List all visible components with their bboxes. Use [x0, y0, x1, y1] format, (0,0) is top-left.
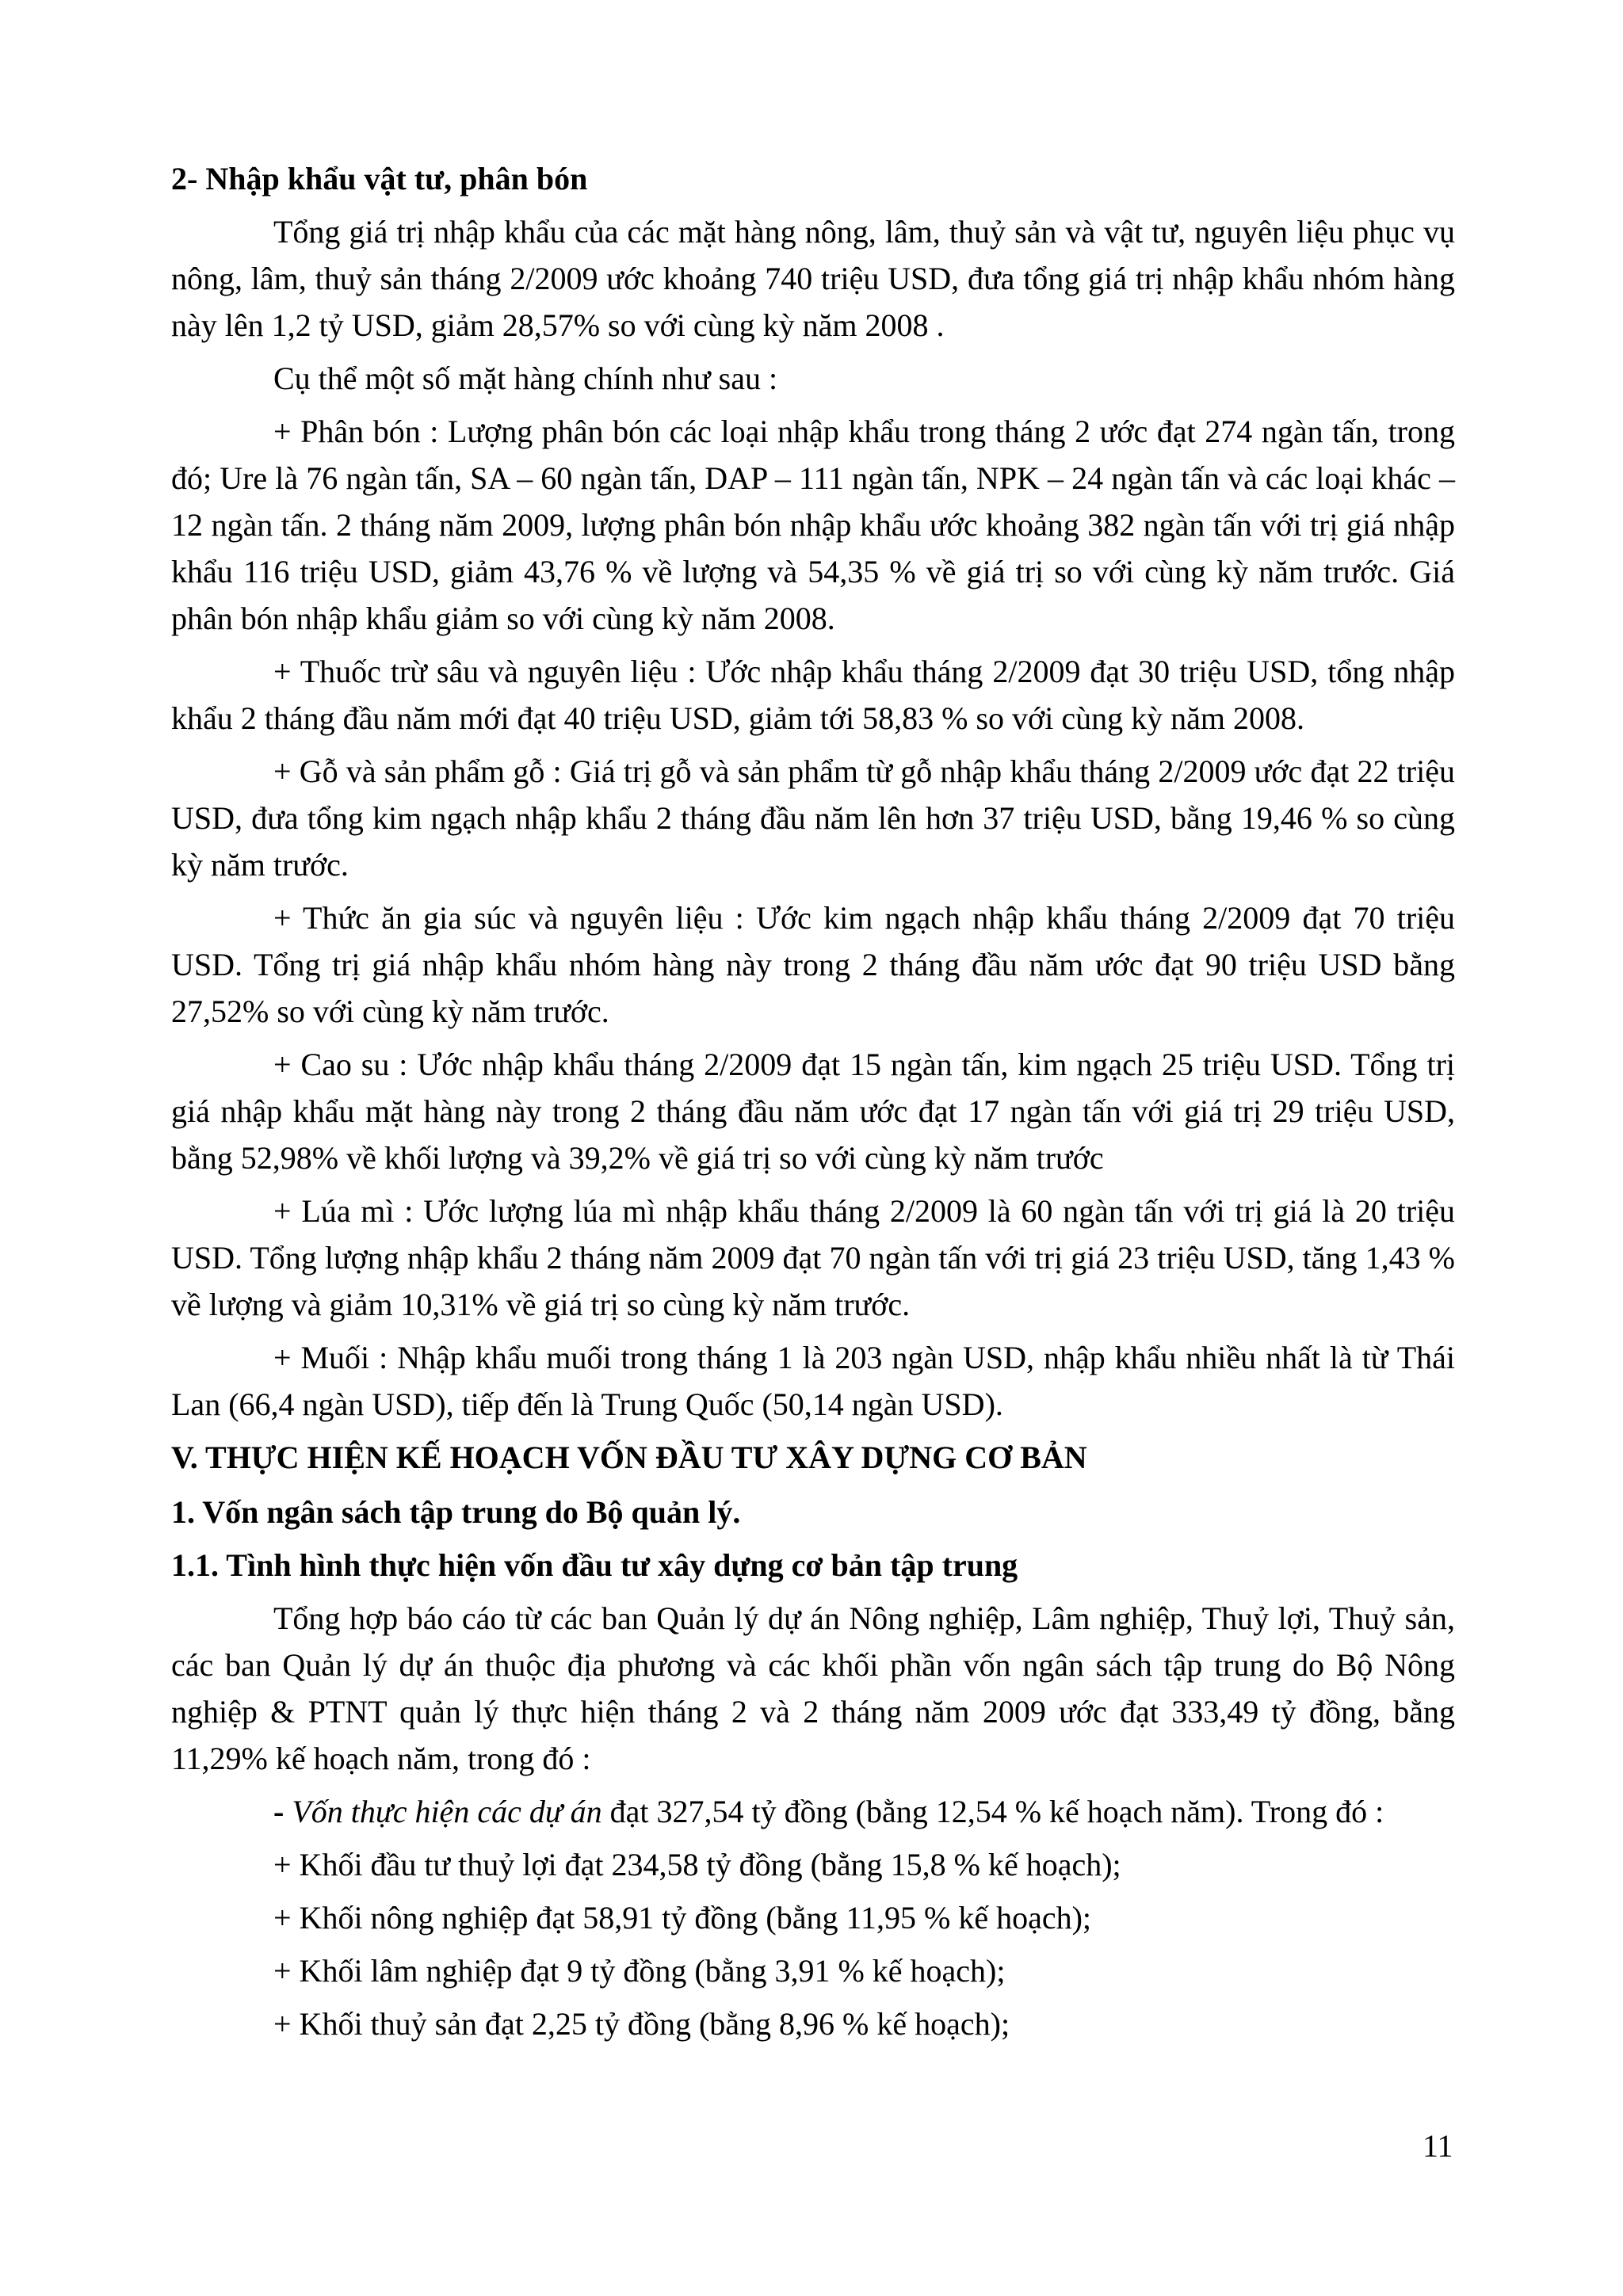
- subheading-budget: 1. Vốn ngân sách tập trung do Bộ quản lý.: [171, 1494, 741, 1530]
- item-wheat: + Lúa mì : Ước lượng lúa mì nhập khẩu tháng 2/2009 là 60 ngàn tấn với trị giá là 20 triệu USD. Tổng lượng nhập khẩu 2 tháng năm 2009 đạt 70 ngàn tấn với trị giá 23 triệu USD, tăng 1,43 % về lượng và giảm 10,31% về giá trị so cùng kỳ năm trước.: [171, 1193, 1455, 1322]
- item-wood: + Gỗ và sản phẩm gỗ : Giá trị gỗ và sản phẩm từ gỗ nhập khẩu tháng 2/2009 ước đạt 22 triệu USD, đưa tổng kim ngạch nhập khẩu 2 tháng đầu năm lên hơn 37 triệu USD, bằng 19,46 % so cùng kỳ năm trước.: [171, 753, 1455, 883]
- item-fertilizer: + Phân bón : Lượng phân bón các loại nhập khẩu trong tháng 2 ước đạt 274 ngàn tấn, trong đó; Ure là 76 ngàn tấn, SA – 60 ngàn tấn, DAP – 111 ngàn tấn, NPK – 24 ngàn tấn và các loại khác – 12 ngàn tấn. 2 tháng năm 2009, lượng phân bón nhập khẩu ước khoảng 382 ngàn tấn với trị giá nhập khẩu 116 triệu USD, giảm 43,76 % về lượng và 54,35 % về giá trị so với cùng kỳ năm trước. Giá phân bón nhập khẩu giảm so với cùng kỳ năm 2008.: [171, 414, 1455, 636]
- item-animal-feed: + Thức ăn gia súc và nguyên liệu : Ước kim ngạch nhập khẩu tháng 2/2009 đạt 70 triệu USD. Tổng trị giá nhập khẩu nhóm hàng này trong 2 tháng đầu năm ước đạt 90 triệu USD bằng 27,52% so với cùng kỳ năm trước.: [171, 900, 1455, 1029]
- subheading-status: 1.1. Tình hình thực hiện vốn đầu tư xây dựng cơ bản tập trung: [171, 1547, 1018, 1583]
- page-number: 11: [1423, 2128, 1453, 2164]
- paragraph-intro: Tổng giá trị nhập khẩu của các mặt hàng nông, lâm, thuỷ sản và vật tư, nguyên liệu phục vụ nông, lâm, thuỷ sản tháng 2/2009 ước khoảng 740 triệu USD, đưa tổng giá trị nhập khẩu nhóm hàng này lên 1,2 tỷ USD, giảm 28,57% so với cùng kỳ năm 2008 .: [171, 214, 1455, 343]
- projects-italic: Vốn thực hiện các dự án: [292, 1794, 602, 1829]
- document-page: [171, 155, 1455, 2054]
- block-fisheries: + Khối thuỷ sản đạt 2,25 tỷ đồng (bằng 8,96 % kế hoạch);: [273, 2006, 1010, 2042]
- section-heading-investment: V. THỰC HIỆN KẾ HOẠCH VỐN ĐẦU TƯ XÂY DỰNG CƠ BẢN: [171, 1440, 1087, 1475]
- block-agriculture: + Khối nông nghiệp đạt 58,91 tỷ đồng (bằng 11,95 % kế hoạch);: [273, 1900, 1092, 1936]
- item-rubber: + Cao su : Ước nhập khẩu tháng 2/2009 đạt 15 ngàn tấn, kim ngạch 25 triệu USD. Tổng trị giá nhập khẩu mặt hàng này trong 2 tháng đầu năm ước đạt 17 ngàn tấn với giá trị 29 triệu USD, bằng 52,98% về khối lượng và 39,2% về giá trị so với cùng kỳ năm trước: [171, 1047, 1455, 1176]
- projects-rest: đạt 327,54 tỷ đồng (bằng 12,54 % kế hoạch năm). Trong đó :: [601, 1794, 1384, 1829]
- block-forestry: + Khối lâm nghiệp đạt 9 tỷ đồng (bằng 3,91 % kế hoạch);: [273, 1953, 1006, 1989]
- line-projects: [273, 1788, 1455, 1835]
- section-heading-imports: 2- Nhập khẩu vật tư, phân bón: [171, 161, 588, 196]
- item-pesticide: + Thuốc trừ sâu và nguyên liệu : Ước nhập khẩu tháng 2/2009 đạt 30 triệu USD, tổng nhập khẩu 2 tháng đầu năm mới đạt 40 triệu USD, giảm tới 58,83 % so với cùng kỳ năm 2008.: [171, 654, 1455, 736]
- paragraph-lead: Cụ thể một số mặt hàng chính như sau :: [273, 360, 778, 396]
- item-salt: + Muối : Nhập khẩu muối trong tháng 1 là 203 ngàn USD, nhập khẩu nhiều nhất là từ Thái Lan (66,4 ngàn USD), tiếp đến là Trung Quốc (50,14 ngàn USD).: [171, 1340, 1455, 1422]
- paragraph-summary: Tổng hợp báo cáo từ các ban Quản lý dự án Nông nghiệp, Lâm nghiệp, Thuỷ lợi, Thuỷ sản, các ban Quản lý dự án thuộc địa phương và các khối phần vốn ngân sách tập trung do Bộ Nông nghiệp & PTNT quản lý thực hiện tháng 2 và 2 tháng năm 2009 ước đạt 333,49 tỷ đồng, bằng 11,29% kế hoạch năm, trong đó :: [171, 1600, 1455, 1776]
- dash-prefix: -: [273, 1794, 292, 1829]
- block-irrigation: + Khối đầu tư thuỷ lợi đạt 234,58 tỷ đồng (bằng 15,8 % kế hoạch);: [273, 1847, 1121, 1882]
